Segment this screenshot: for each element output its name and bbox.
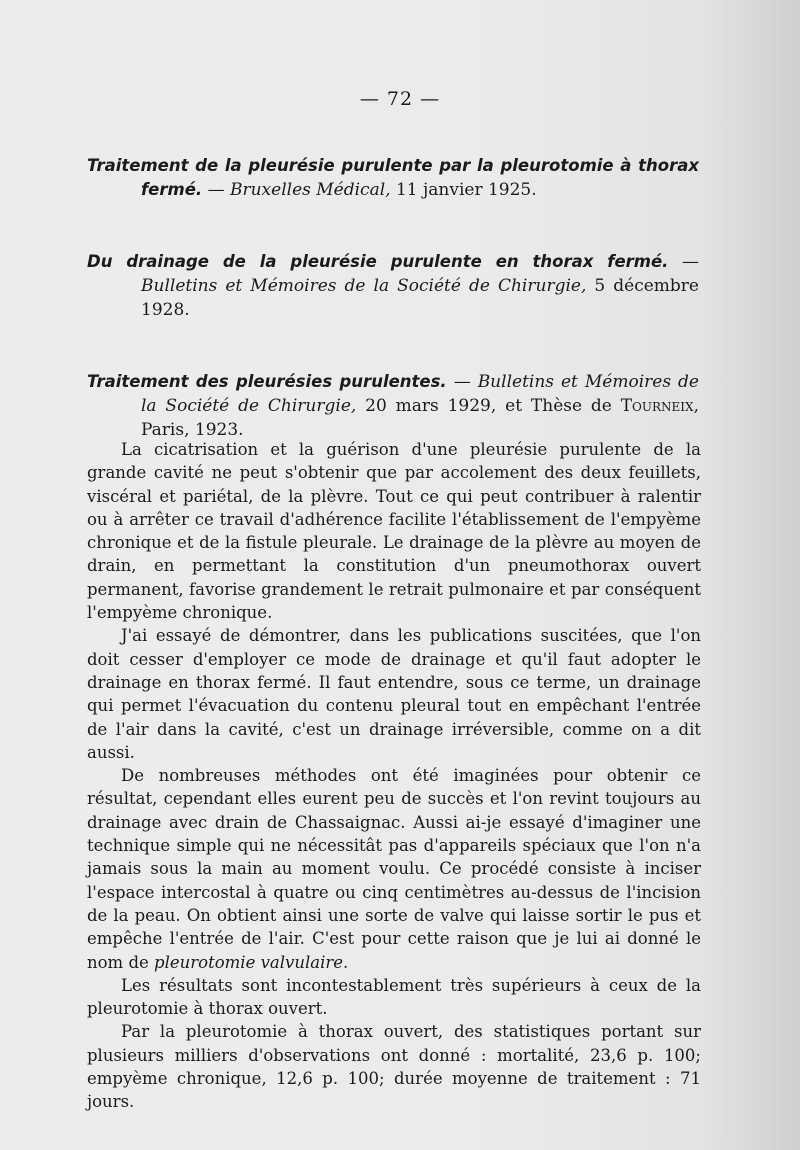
reference-dash: — [668, 252, 699, 272]
reference-dash: — [446, 372, 478, 392]
paragraph: J'ai essayé de démontrer, dans les publications suscitées, que l'on doit cesser d'employer ce mode de drainage et qu'il faut adopter le drainage en thorax fermé. Il faut entendre, sous ce terme, un drainage qui permet l'évacuation du contenu pleural tout en empêchant l'entrée de l'air dans la cavité, c'est un drainage irréversible, comme on a dit aussi. [87, 626, 701, 762]
page-number: — 72 — [359, 88, 441, 110]
reference-source: Bulletins et Mémoires de la Société de Chirurgie, [141, 276, 587, 296]
reference-entry [87, 154, 699, 202]
reference-source: Bulletins et Mémoires de la Société de Chirurgie, [141, 372, 699, 416]
reference-title: Traitement de la pleurésie purulente par la pleurotomie à thorax fermé. [87, 156, 699, 199]
reference-date: 11 janvier 1925. [390, 180, 537, 200]
reference-source: Bruxelles Médical, [229, 180, 391, 200]
reference-title: Traitement des pleurésies purulentes. [87, 372, 447, 391]
paragraph: Par la pleurotomie à thorax ouvert, des statistiques portant sur plusieurs milliers d'observations ont donné : mortalité, 23,6 p. 100; empyème chronique, 12,6 p. 100; durée moyenne de traitement : 71 jours. [87, 1022, 701, 1112]
reference-entry [87, 370, 699, 442]
reference-author: Tourneix [620, 396, 694, 416]
paragraph-tail: . [343, 952, 349, 972]
paragraph: La cicatrisation et la guérison d'une pleurésie purulente de la grande cavité ne peut s'obtenir que par accolement des deux feuillets, viscéral et pariétal, de la plèvre. Tout ce qui peut contribuer à ralentir ou à arrêter ce travail d'adhérence facilite l'établissement de l'empyème chronique et de la fistule pleurale. Le drainage de la plèvre au moyen de drain, en permettant la constitution d'un pneumothorax ouvert permanent, favorise grandement le retrait pulmonaire et par conséquent l'empyème chronique. [87, 440, 701, 623]
paragraph-text: De nombreuses méthodes ont été imaginées pour obtenir ce résultat, cependant elles eurent peu de succès et l'on revint toujours au drainage avec drain de Chassaignac. Aussi ai-je essayé d'imaginer une technique simple qui ne nécessitât pas d'appareils spéciaux que l'on n'a jamais sous la main au moment voulu. Ce procédé consiste à inciser l'espace intercostal à quatre ou cinq centimètres au-dessus de l'incision de la peau. On obtient ainsi une sorte de valve qui laisse sortir le pus et empêche l'entrée de l'air. C'est pour cette raison que je lui ai donné le nom de [87, 766, 701, 972]
paragraph [87, 764, 701, 974]
reference-tail: , Paris, 1923. [141, 396, 699, 440]
reference-list [87, 154, 699, 442]
paragraph-emphasis: pleurotomie valvulaire [154, 952, 344, 972]
reference-title: Du drainage de la pleurésie purulente en thorax fermé. [87, 252, 669, 271]
reference-dash: — [202, 180, 230, 200]
reference-date: 5 décembre 1928. [141, 276, 699, 320]
reference-entry [87, 250, 699, 322]
reference-date: 20 mars 1929, et Thèse de [356, 396, 621, 416]
body-text [87, 438, 701, 1114]
paragraph: Les résultats sont incontestablement très supérieurs à ceux de la pleurotomie à thorax ouvert. [87, 975, 701, 1019]
